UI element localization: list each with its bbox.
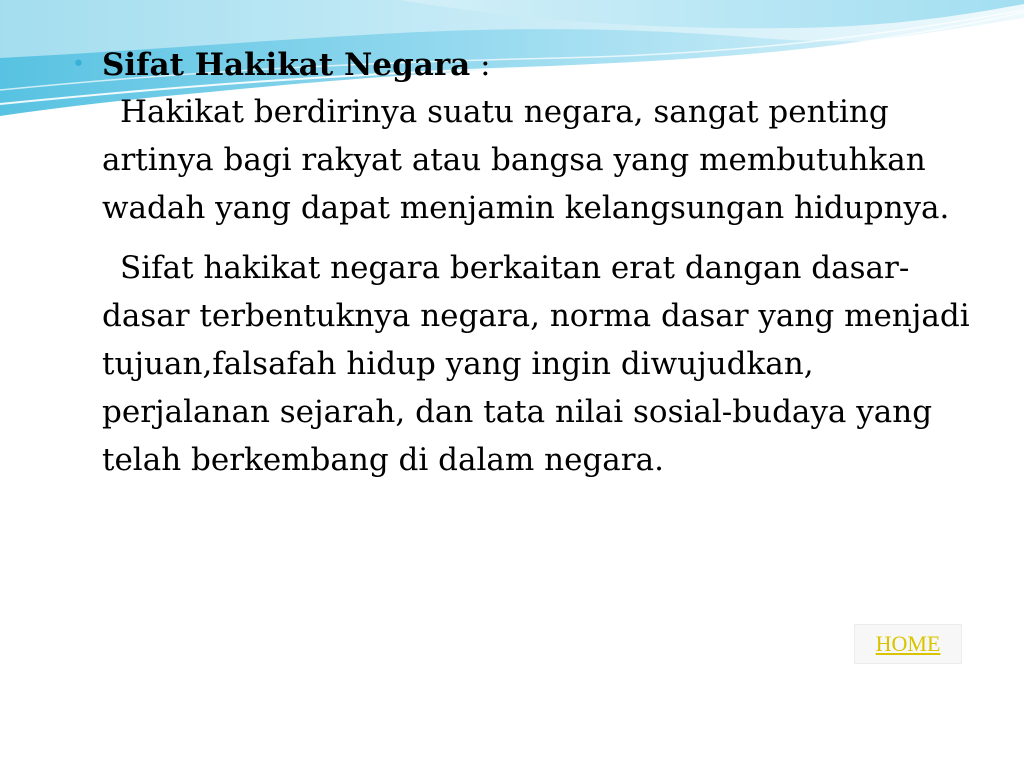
slide-content bbox=[72, 42, 972, 484]
slide-heading bbox=[102, 42, 491, 88]
heading-text: Sifat Hakikat Negara bbox=[102, 47, 471, 83]
bullet-icon: • bbox=[72, 52, 85, 77]
paragraph-2: Sifat hakikat negara berkaitan erat dangan dasar-dasar terbentuknya negara, norma dasar yang menjadi tujuan,falsafah hidup yang ingin diwujudkan, perjalanan sejarah, dan tata nilai sosial-budaya yang telah berkembang di dalam negara. bbox=[102, 250, 970, 478]
home-link-button[interactable]: HOME bbox=[854, 624, 962, 664]
heading-colon: : bbox=[480, 47, 491, 83]
heading-row bbox=[72, 42, 972, 88]
paragraph-1: Hakikat berdirinya suatu negara, sangat penting artinya bagi rakyat atau bangsa yang membutuhkan wadah yang dapat menjamin kelangsungan hidupnya. bbox=[102, 94, 950, 226]
